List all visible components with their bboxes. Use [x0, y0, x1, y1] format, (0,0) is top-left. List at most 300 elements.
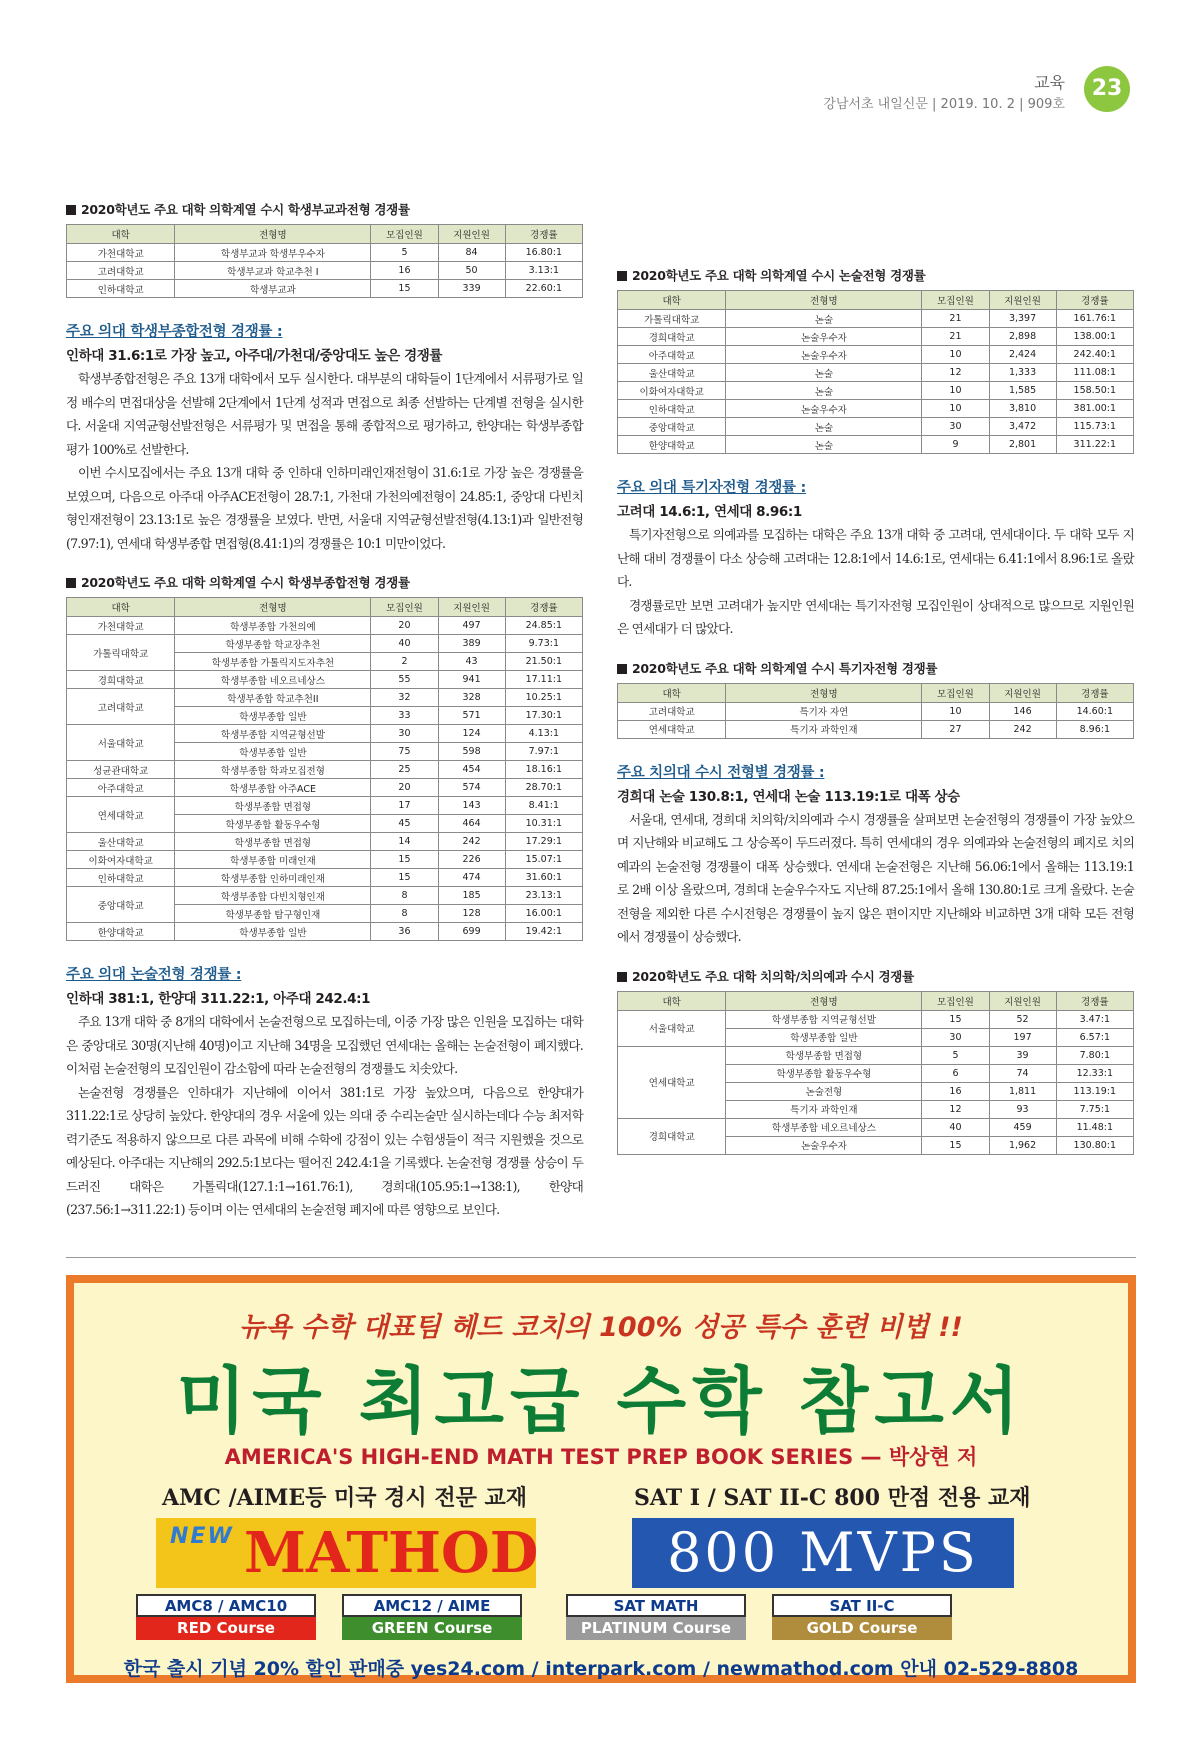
- column-header: 경쟁률: [505, 225, 582, 244]
- table-cell: 성균관대학교: [67, 761, 175, 779]
- square-bullet-icon: [617, 271, 627, 281]
- table-cell: 3.47:1: [1056, 1010, 1133, 1028]
- table-row: [67, 779, 583, 797]
- column-header: 경쟁률: [505, 598, 582, 617]
- table-cell: 161.76:1: [1056, 310, 1133, 328]
- section-subheading: 인하대 381:1, 한양대 311.22:1, 아주대 242.4:1: [66, 991, 371, 1007]
- table-cell: 3,810: [989, 400, 1056, 418]
- table-cell: 143: [438, 797, 505, 815]
- table-cell: 226: [438, 851, 505, 869]
- table-cell: 논술: [726, 418, 922, 436]
- table-cell: 84: [438, 244, 505, 262]
- course-level: AMC8 / AMC10: [136, 1594, 316, 1617]
- paragraph-part: 논술전형 경쟁률은 인하대가 지난해에 이어서 381:1로 가장 높았으며, 다음으로 한양대가 311.22:1로 상당히 높았다. 한양대의 경우 서울에 있는 의대 중 수리논술만 실시하는데다 수능 최저학력기준도 적용하지 않으므로 다른 과목에 비해 수학에 강점이 있는 수험생들이 적극 지원했을 것으로 예상된다. 아주대는 지난해의 292.5:1보다는 떨어진 242.4:1을 기록했다. 논술전형 경쟁률 상승이 두드러진 대학은 가톨릭대(127.1:1→161.76:1), 경희대(105.95:1→138:1), 한양대(237.56:1→311.22:1) 등이며 이는 연세대의 논술전형 폐지에 따른 영향으로 보인다.: [66, 1084, 583, 1217]
- table-cell: 가천대학교: [67, 244, 175, 262]
- table-cell: 138.00:1: [1056, 328, 1133, 346]
- table-cell: 학생부종합 아주ACE: [175, 779, 371, 797]
- column-header: 모집인원: [922, 291, 989, 310]
- table-cell: 학생부종합 일반: [726, 1028, 922, 1046]
- logo-name: MATHOD: [244, 1520, 539, 1586]
- table-cell: 학생부종합 네오르네상스: [726, 1118, 922, 1136]
- ad-title: 미국 최고급 수학 참고서: [176, 1359, 1026, 1443]
- table-nonsul: [617, 290, 1134, 454]
- table-cell: 339: [438, 280, 505, 298]
- table-cell: 특기자 자연: [726, 702, 922, 720]
- square-bullet-icon: [617, 972, 627, 982]
- table-cell: 7.75:1: [1056, 1100, 1133, 1118]
- table-cell: 10.31:1: [505, 815, 582, 833]
- table-cell: 논술우수자: [726, 346, 922, 364]
- table-cell: 서울대학교: [67, 725, 175, 761]
- course-level: SAT II-C: [772, 1594, 952, 1617]
- table-cell: 1,811: [989, 1082, 1056, 1100]
- table-cell: 3.13:1: [505, 262, 582, 280]
- column-header: 전형명: [175, 598, 371, 617]
- square-bullet-icon: [66, 205, 76, 215]
- table-cell: 111.08:1: [1056, 364, 1133, 382]
- table-cell: 학생부종합 인하미래인재: [175, 869, 371, 887]
- table-cell: 11.48:1: [1056, 1118, 1133, 1136]
- table-cell: 인하대학교: [67, 869, 175, 887]
- table-cell: 39: [989, 1046, 1056, 1064]
- table-cell: 10.25:1: [505, 689, 582, 707]
- table-cell: 389: [438, 635, 505, 653]
- table-row: [67, 869, 583, 887]
- column-header: 모집인원: [922, 683, 989, 702]
- course-badge: [342, 1594, 522, 1642]
- course-name: GREEN Course: [342, 1617, 522, 1640]
- table-cell: 52: [989, 1010, 1056, 1028]
- column-header: 모집인원: [371, 598, 438, 617]
- table-cell: 학생부종합 가천의예: [175, 617, 371, 635]
- table-cell: 17.30:1: [505, 707, 582, 725]
- course-badge: [772, 1594, 952, 1642]
- table-cell: 학생부종합 면접형: [175, 797, 371, 815]
- table-cell: 464: [438, 815, 505, 833]
- table-row: [618, 400, 1134, 418]
- table-cell: 연세대학교: [618, 1046, 726, 1118]
- table-cell: 학생부종합 학교추천II: [175, 689, 371, 707]
- table-cell: 16.80:1: [505, 244, 582, 262]
- mvps-logo: 800 MVPS: [632, 1518, 1014, 1588]
- table-cell: 12: [922, 364, 989, 382]
- table-row: [67, 923, 583, 941]
- ad-left-subtitle: AMC /AIME등 미국 경시 전문 교재: [162, 1485, 528, 1511]
- table-cell: 논술: [726, 364, 922, 382]
- table-row: [67, 280, 583, 298]
- table-cell: 중앙대학교: [618, 418, 726, 436]
- table-cell: 논술: [726, 436, 922, 454]
- ad-english-title: AMERICA'S HIGH-END MATH TEST PREP BOOK SERIES — 박상현 저: [224, 1445, 978, 1469]
- section-label: 교육: [1034, 73, 1065, 92]
- table-cell: 고려대학교: [618, 702, 726, 720]
- table-cell: 이화여자대학교: [618, 382, 726, 400]
- table-cell: 연세대학교: [618, 720, 726, 738]
- table-cell: 중앙대학교: [67, 887, 175, 923]
- table-cell: 5: [371, 244, 438, 262]
- table-cell: 454: [438, 761, 505, 779]
- ad-footer: 한국 출시 기념 20% 할인 판매중 yes24.com / interpark.com / newmathod.com 안내 02-529-8808: [123, 1658, 1079, 1680]
- table-cell: 10: [922, 382, 989, 400]
- table-cell: 학생부종합 지역균형선발: [175, 725, 371, 743]
- table-cell: 30: [922, 1028, 989, 1046]
- table-cell: 1,585: [989, 382, 1056, 400]
- table-cell: 1,962: [989, 1136, 1056, 1154]
- course-level: SAT MATH: [566, 1594, 746, 1617]
- table-cell: 고려대학교: [67, 689, 175, 725]
- table-cell: 574: [438, 779, 505, 797]
- table-cell: 130.80:1: [1056, 1136, 1133, 1154]
- table-cell: 941: [438, 671, 505, 689]
- table-cell: 5: [922, 1046, 989, 1064]
- course-name: RED Course: [136, 1617, 316, 1640]
- table-cell: 이화여자대학교: [67, 851, 175, 869]
- left-column: [66, 200, 583, 1222]
- table-teukgija: [617, 683, 1134, 739]
- table-row: [618, 418, 1134, 436]
- column-header: 모집인원: [371, 225, 438, 244]
- table-cell: 가천대학교: [67, 617, 175, 635]
- table-cell: 22.60:1: [505, 280, 582, 298]
- table-row: [618, 1010, 1134, 1028]
- table-cell: 8: [371, 887, 438, 905]
- table-row: [618, 1046, 1134, 1064]
- course-name: GOLD Course: [772, 1617, 952, 1640]
- table-cell: 학생부종합 학과모집전형: [175, 761, 371, 779]
- table-cell: 4.13:1: [505, 725, 582, 743]
- column-header: 지원인원: [989, 291, 1056, 310]
- table-cell: 학생부종합 일반: [175, 923, 371, 941]
- table-cell: 인하대학교: [67, 280, 175, 298]
- table-row: [618, 436, 1134, 454]
- column-header: 전형명: [726, 991, 922, 1010]
- ad-right-subtitle: SAT I / SAT II-C 800 만점 전용 교재: [634, 1485, 1031, 1511]
- table-cell: 17.11:1: [505, 671, 582, 689]
- table-cell: 328: [438, 689, 505, 707]
- table-cell: 한양대학교: [618, 436, 726, 454]
- table-cell: 16.00:1: [505, 905, 582, 923]
- table-cell: 논술: [726, 310, 922, 328]
- table-cell: 학생부종합 탐구형인재: [175, 905, 371, 923]
- table-cell: 21: [922, 328, 989, 346]
- table-cell: 논술전형: [726, 1082, 922, 1100]
- table-header-row: [618, 991, 1134, 1010]
- table-cell: 7.97:1: [505, 743, 582, 761]
- table-cell: 가톨릭대학교: [618, 310, 726, 328]
- table-cell: 학생부교과 학교추천 I: [175, 262, 371, 280]
- table-cell: 경희대학교: [618, 1118, 726, 1154]
- table-cell: 27: [922, 720, 989, 738]
- table-cell: 242: [989, 720, 1056, 738]
- table-title: 2020학년도 주요 대학 의학계열 수시 학생부종합전형 경쟁률: [66, 573, 583, 591]
- table-row: [67, 851, 583, 869]
- table-cell: 학생부종합 네오르네상스: [175, 671, 371, 689]
- table-cell: 14.60:1: [1056, 702, 1133, 720]
- table-row: [67, 833, 583, 851]
- divider: [66, 1257, 1136, 1258]
- table-cell: 699: [438, 923, 505, 941]
- table-gyogwa: [66, 224, 583, 298]
- paragraph: 주요 13개 대학 중 8개의 대학에서 논술전형으로 모집하는데, 이중 가장 많은 인원을 모집하는 대학은 중앙대로 30명(지난해 40명)이고 지난해 34명을 모집했던 연세대는 올해는 논술전형이 폐지했다. 이처럼 논술전형의 모집인원이 감소함에 따라 논술전형의 경쟁률도 치솟았다.: [66, 1014, 583, 1076]
- table-row: [67, 887, 583, 905]
- section-subheading: 인하대 31.6:1로 가장 높고, 아주대/가천대/중앙대도 높은 경쟁률: [66, 348, 443, 364]
- table-cell: 학생부종합 학교장추천: [175, 635, 371, 653]
- table-cell: 8.41:1: [505, 797, 582, 815]
- table-cell: 8.96:1: [1056, 720, 1133, 738]
- table-row: [618, 328, 1134, 346]
- table-cell: 6.57:1: [1056, 1028, 1133, 1046]
- column-header: 대학: [618, 683, 726, 702]
- column-header: 경쟁률: [1056, 991, 1133, 1010]
- table-cell: 8: [371, 905, 438, 923]
- table-cell: 고려대학교: [67, 262, 175, 280]
- issue-meta: 강남서초 내일신문 | 2019. 10. 2 | 909호: [823, 97, 1065, 112]
- table-row: [67, 617, 583, 635]
- column-header: 경쟁률: [1056, 291, 1133, 310]
- table-cell: 497: [438, 617, 505, 635]
- table-cell: 경희대학교: [67, 671, 175, 689]
- table-cell: 24.85:1: [505, 617, 582, 635]
- table-cell: 학생부종합 지역균형선발: [726, 1010, 922, 1028]
- section-heading: 주요 치의대 수시 전형별 경쟁률 :: [617, 764, 825, 781]
- table-cell: 31.60:1: [505, 869, 582, 887]
- logo-new-label: NEW: [170, 1524, 234, 1549]
- table-cell: 50: [438, 262, 505, 280]
- table-cell: 40: [922, 1118, 989, 1136]
- table-cell: 15: [922, 1136, 989, 1154]
- table-cell: 9.73:1: [505, 635, 582, 653]
- table-row: [618, 702, 1134, 720]
- column-header: 전형명: [726, 683, 922, 702]
- table-cell: 연세대학교: [67, 797, 175, 833]
- table-row: [67, 262, 583, 280]
- table-cell: 17: [371, 797, 438, 815]
- table-cell: 124: [438, 725, 505, 743]
- table-cell: 7.80:1: [1056, 1046, 1133, 1064]
- table-cell: 학생부종합 다빈치형인재: [175, 887, 371, 905]
- table-cell: 18.16:1: [505, 761, 582, 779]
- table-row: [67, 725, 583, 743]
- table-cell: 15: [371, 280, 438, 298]
- table-cell: 74: [989, 1064, 1056, 1082]
- table-cell: 15: [922, 1010, 989, 1028]
- table-cell: 185: [438, 887, 505, 905]
- table-row: [67, 761, 583, 779]
- table-cell: 28.70:1: [505, 779, 582, 797]
- table-cell: 15: [371, 851, 438, 869]
- page-number: 23: [1084, 66, 1130, 112]
- table-cell: 울산대학교: [67, 833, 175, 851]
- table-header-row: [67, 225, 583, 244]
- page-header: [0, 60, 1200, 120]
- paragraph: 학생부종합전형은 주요 13개 대학에서 모두 실시한다. 대부분의 대학들이 1단계에서 서류평가로 일정 배수의 면접대상을 선발해 2단계에서 1단계 성적과 면접으로 최종 선발하는 단계별 전형을 실시한다. 서울대 지역균형선발전형은 서류평가 및 면접을 통해 종합적으로 평가하고, 한양대는 학생부종합평가 100%로 선발한다.: [66, 371, 583, 457]
- table-cell: 115.73:1: [1056, 418, 1133, 436]
- section-subheading: 경희대 논술 130.8:1, 연세대 논술 113.19:1로 대폭 상승: [617, 788, 960, 805]
- table-title: 2020학년도 주요 대학 의학계열 수시 특기자전형 경쟁률: [617, 659, 1134, 677]
- section-heading: 주요 의대 학생부종합전형 경쟁률 :: [66, 324, 283, 340]
- table-cell: 474: [438, 869, 505, 887]
- table-cell: 아주대학교: [67, 779, 175, 797]
- table-cell: 2: [371, 653, 438, 671]
- table-cell: 25: [371, 761, 438, 779]
- table-cell: 인하대학교: [618, 400, 726, 418]
- table-cell: 381.00:1: [1056, 400, 1133, 418]
- table-cell: 93: [989, 1100, 1056, 1118]
- table-cell: 20: [371, 617, 438, 635]
- table-cell: 75: [371, 743, 438, 761]
- table-cell: 598: [438, 743, 505, 761]
- table-cell: 128: [438, 905, 505, 923]
- table-cell: 학생부종합 미래인재: [175, 851, 371, 869]
- column-header: 지원인원: [989, 683, 1056, 702]
- table-row: [618, 310, 1134, 328]
- table-cell: 학생부종합 일반: [175, 743, 371, 761]
- table-cell: 33: [371, 707, 438, 725]
- table-cell: 10: [922, 400, 989, 418]
- section-subheading: 고려대 14.6:1, 연세대 8.96:1: [617, 504, 802, 520]
- table-cell: 197: [989, 1028, 1056, 1046]
- table-title: 2020학년도 주요 대학 의학계열 수시 학생부교과전형 경쟁률: [66, 200, 583, 218]
- table-row: [618, 346, 1134, 364]
- course-badge: [136, 1594, 316, 1642]
- table-cell: 20: [371, 779, 438, 797]
- table-title: 2020학년도 주요 대학 의학계열 수시 논술전형 경쟁률: [617, 266, 1134, 284]
- table-cell: 2,801: [989, 436, 1056, 454]
- table-cell: 15: [371, 869, 438, 887]
- table-cell: 158.50:1: [1056, 382, 1133, 400]
- table-row: [67, 244, 583, 262]
- paragraph: 이번 수시모집에서는 주요 13개 대학 중 인하대 인하미래인재전형이 31.6:1로 가장 높은 경쟁률을 보였으며, 다음으로 아주대 아주ACE전형이 28.7:1, 가천대 가천의예전형이 24.85:1, 중앙대 다빈치형인재전형이 23.13:1로 높은 경쟁률을 보였다. 반면, 서울대 지역균형선발전형(4.13:1)과 일반전형(7.97:1), 연세대 학생부종합 면접형(8.41:1)의 경쟁률은 10:1 미만이었다.: [66, 465, 583, 551]
- table-cell: 12: [922, 1100, 989, 1118]
- paragraph: [66, 1081, 583, 1222]
- table-cell: 3,472: [989, 418, 1056, 436]
- table-cell: 17.29:1: [505, 833, 582, 851]
- table-cell: 논술우수자: [726, 400, 922, 418]
- table-cell: 30: [922, 418, 989, 436]
- table-cell: 113.19:1: [1056, 1082, 1133, 1100]
- table-row: [67, 635, 583, 653]
- course-level: AMC12 / AIME: [342, 1594, 522, 1617]
- square-bullet-icon: [66, 578, 76, 588]
- square-bullet-icon: [617, 664, 627, 674]
- table-cell: 논술: [726, 382, 922, 400]
- table-cell: 학생부종합 활동우수형: [726, 1064, 922, 1082]
- table-cell: 36: [371, 923, 438, 941]
- table-cell: 경희대학교: [618, 328, 726, 346]
- table-cell: 146: [989, 702, 1056, 720]
- table-row: [67, 797, 583, 815]
- right-column: [617, 180, 1134, 1155]
- course-name: PLATINUM Course: [566, 1617, 746, 1640]
- table-cell: 학생부종합 면접형: [726, 1046, 922, 1064]
- column-header: 모집인원: [922, 991, 989, 1010]
- table-cell: 45: [371, 815, 438, 833]
- table-row: [618, 720, 1134, 738]
- table-cell: 32: [371, 689, 438, 707]
- table-cell: 특기자 과학인재: [726, 720, 922, 738]
- table-cell: 21.50:1: [505, 653, 582, 671]
- section-heading: 주요 의대 특기자전형 경쟁률 :: [617, 480, 806, 496]
- column-header: 지원인원: [438, 598, 505, 617]
- table-cell: 한양대학교: [67, 923, 175, 941]
- course-badge: [566, 1594, 746, 1642]
- table-cell: 459: [989, 1118, 1056, 1136]
- table-cell: 논술우수자: [726, 1136, 922, 1154]
- column-header: 대학: [618, 991, 726, 1010]
- table-cell: 1,333: [989, 364, 1056, 382]
- column-header: 대학: [67, 598, 175, 617]
- table-cell: 아주대학교: [618, 346, 726, 364]
- paragraph: 특기자전형으로 의예과를 모집하는 대학은 주요 13개 대학 중 고려대, 연세대이다. 두 대학 모두 지난해 대비 경쟁률이 다소 상승해 고려대는 12.8:1에서 14.6:1로, 연세대는 6.41:1에서 8.96:1로 올랐다.: [617, 527, 1134, 589]
- table-row: [618, 382, 1134, 400]
- table-row: [67, 671, 583, 689]
- table-cell: 242.40:1: [1056, 346, 1133, 364]
- advertisement: [66, 1275, 1136, 1683]
- mathod-logo: [156, 1518, 539, 1588]
- table-cell: 19.42:1: [505, 923, 582, 941]
- table-cell: 학생부교과: [175, 280, 371, 298]
- table-cell: 특기자 과학인재: [726, 1100, 922, 1118]
- table-title: 2020학년도 주요 대학 치의학/치의예과 수시 경쟁률: [617, 967, 1134, 985]
- table-cell: 242: [438, 833, 505, 851]
- table-cell: 학생부종합 일반: [175, 707, 371, 725]
- column-header: 전형명: [726, 291, 922, 310]
- table-cell: 43: [438, 653, 505, 671]
- table-cell: 14: [371, 833, 438, 851]
- table-header-row: [618, 683, 1134, 702]
- table-jonghap: [66, 597, 583, 941]
- section-heading: 주요 의대 논술전형 경쟁률 :: [66, 967, 242, 983]
- table-cell: 40: [371, 635, 438, 653]
- table-cell: 2,898: [989, 328, 1056, 346]
- table-cell: 23.13:1: [505, 887, 582, 905]
- ad-tagline: 뉴욕 수학 대표팀 헤드 코치의 100% 성공 특수 훈련 비법 !!: [239, 1312, 963, 1343]
- table-cell: 21: [922, 310, 989, 328]
- table-cell: 학생부종합 활동우수형: [175, 815, 371, 833]
- table-cell: 571: [438, 707, 505, 725]
- table-chiui: [617, 991, 1134, 1155]
- table-cell: 15.07:1: [505, 851, 582, 869]
- table-cell: 9: [922, 436, 989, 454]
- table-cell: 서울대학교: [618, 1010, 726, 1046]
- table-cell: 6: [922, 1064, 989, 1082]
- column-header: 전형명: [175, 225, 371, 244]
- table-header-row: [618, 291, 1134, 310]
- table-cell: 16: [922, 1082, 989, 1100]
- table-cell: 학생부교과 학생부우수자: [175, 244, 371, 262]
- paragraph: 경쟁률로만 보면 고려대가 높지만 연세대는 특기자전형 모집인원이 상대적으로 많으므로 지원인원은 연세대가 더 많았다.: [617, 597, 1134, 636]
- table-cell: 논술우수자: [726, 328, 922, 346]
- table-cell: 3,397: [989, 310, 1056, 328]
- table-cell: 311.22:1: [1056, 436, 1133, 454]
- column-header: 대학: [67, 225, 175, 244]
- table-cell: 30: [371, 725, 438, 743]
- column-header: 지원인원: [989, 991, 1056, 1010]
- table-cell: 16: [371, 262, 438, 280]
- column-header: 대학: [618, 291, 726, 310]
- table-cell: 학생부종합 가톨릭지도자추천: [175, 653, 371, 671]
- column-header: 경쟁률: [1056, 683, 1133, 702]
- table-cell: 10: [922, 702, 989, 720]
- table-cell: 학생부종합 면접형: [175, 833, 371, 851]
- column-header: 지원인원: [438, 225, 505, 244]
- table-header-row: [67, 598, 583, 617]
- table-row: [67, 689, 583, 707]
- table-cell: 가톨릭대학교: [67, 635, 175, 671]
- table-cell: 2,424: [989, 346, 1056, 364]
- table-cell: 55: [371, 671, 438, 689]
- table-row: [618, 1118, 1134, 1136]
